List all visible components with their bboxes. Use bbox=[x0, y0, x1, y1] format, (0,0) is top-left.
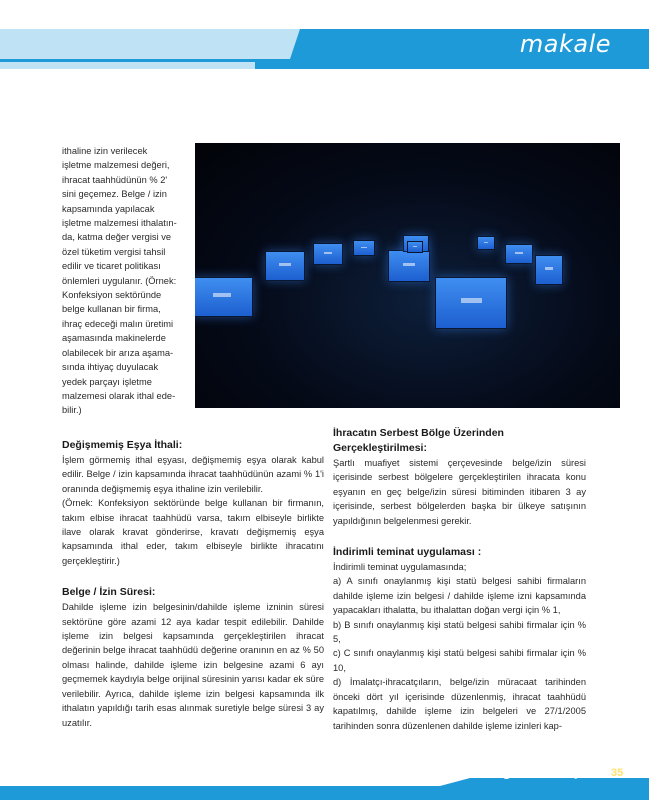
wrap-line: aşamasında makinelerde bbox=[62, 333, 166, 344]
paragraph: İşlem görmemiş ithal eşyası, değişmemiş eşya olarak kabul edilir. Belge / izin kapsamında ihracat taahhüdünün azami % 1'i oranında değişmemiş eşya ithaline izin verilebilir. bbox=[62, 455, 324, 494]
wrap-line: işletme malzemesi ithalatın- bbox=[62, 218, 177, 229]
monitor-screen bbox=[195, 277, 253, 317]
wrap-line: bilir.) bbox=[62, 405, 82, 416]
section-heading: Gerçekleştirilmesi: bbox=[333, 442, 427, 454]
wrap-line: işletme malzemesi değeri, bbox=[62, 160, 170, 171]
wrap-line: önlemleri uygulanır. (Örnek: bbox=[62, 275, 177, 286]
monitor-screen bbox=[477, 236, 495, 250]
monitor-screen bbox=[505, 244, 533, 264]
paragraph: a) A sınıfı onaylanmış kişi statü belgesi sahibi firmaların dahilde işleme izin belgesi / dahilde işleme izni kapsamında yapacakları ithalatta, bu ithalattan doğan vergi için % 1, bbox=[333, 576, 586, 616]
wrap-line: Konfeksiyon sektöründe bbox=[62, 290, 162, 301]
wrap-line: olabilecek bir arıza aşama- bbox=[62, 347, 174, 358]
section-heading: İndirimli teminat uygulaması : bbox=[333, 546, 482, 559]
paragraph: d) İmalatçı-ihracatçıların, belge/izin müracaat tarihinden önceki dört yıl içerisinde düzenlenmiş, ihracat taahhüdü kapatılmış, dahilde işleme izin belgeleri ve 27/1/2005 tarihinden sonra düzenlenen dahilde işleme izinleri kap- bbox=[333, 677, 586, 731]
wrap-line: özel tüketim vergisi tahsil bbox=[62, 246, 166, 257]
monitor-screen bbox=[313, 243, 343, 265]
wrap-line: da, katma değer vergisi ve bbox=[62, 232, 172, 243]
wrap-line: edilir ve ticaret politikası bbox=[62, 261, 161, 272]
paragraph: (Örnek: Konfeksiyon sektöründe belge kullanan bir firmanın, takım elbise ihracat taahhüdü varsa, takım elbiseyle birlikte ilave olarak kravat gönderirse, kravatı değişmemiş eşya kapsamında ithal eder, takım elbiseyle birlikte ihracatını gerçekleştirir.) bbox=[62, 498, 324, 566]
monitor-screen bbox=[535, 255, 563, 285]
wrap-line: sini geçemez. Belge / izin bbox=[62, 189, 167, 200]
paragraph: c) C sınıfı onaylanmış kişi statü belgesi sahibi firmalar için % 10, bbox=[333, 648, 586, 673]
footer-brand-bold: gümrük bbox=[504, 767, 552, 780]
wrap-line: belge kullanan bir firma, bbox=[62, 304, 161, 315]
wrap-line: malzemesi olarak ithal ede- bbox=[62, 390, 176, 401]
section-title: makale bbox=[519, 30, 611, 58]
monitor-screen bbox=[388, 250, 430, 282]
monitor-screen bbox=[353, 240, 375, 256]
left-column bbox=[62, 438, 324, 730]
wrap-line: kapsamında yapılacak bbox=[62, 203, 155, 214]
section-heading: İhracatın Serbest Bölge Üzerinden bbox=[333, 427, 504, 439]
right-column bbox=[333, 426, 586, 733]
paragraph: İndirimli teminat uygulamasında; bbox=[333, 562, 467, 573]
footer-brand-rest: müşaviri bbox=[551, 767, 603, 780]
article-photo-monitors bbox=[195, 143, 620, 408]
monitor-screen bbox=[407, 241, 423, 253]
wrap-line: ihracat taahhüdünün % 2' bbox=[62, 174, 168, 185]
section-heading: Belge / İzin Süresi: bbox=[62, 586, 156, 599]
monitor-screen bbox=[265, 251, 305, 281]
paragraph: Dahilde işleme izin belgesinin/dahilde işleme izninin süresi sektörüne göre azami 12 aya kadar tespit edilebilir. Dahilde işleme izin belgesi kapsamında gerçekleştirilen ihracat değerinin belge ihracat taahhüdü değerine oranının en az % 50 olması halinde, dahilde işleme izin belgesine azami 6 ayı geçmemek kaydıyla belge orijinal süresinin yarısı kadar ek süre verilebilir. Ayrıca, dahilde işleme izin belgesi kapsamında ilk ithalatın yapıldığı tarih esas alınmak suretiyle belge süresi 3 ay uzatılır. bbox=[62, 602, 324, 728]
wrap-line: yedek parçayı işletme bbox=[62, 376, 152, 387]
page-number: 35 bbox=[611, 767, 624, 779]
wrap-line: sında ihtiyaç duyulacak bbox=[62, 362, 159, 373]
wrap-line: ihraç edeceği malın üretimi bbox=[62, 318, 174, 329]
footer-brand bbox=[504, 767, 603, 780]
monitor-screen bbox=[435, 277, 507, 329]
wrap-text-column bbox=[62, 144, 191, 418]
paragraph: b) B sınıfı onaylanmış kişi statü belgesi sahibi firmalar için % 5, bbox=[333, 619, 586, 645]
paragraph: Şartlı muafiyet sistemi çerçevesinde belge/izin süresi içerisinde serbest bölgelere gerçekleştirilen ihracata konu eşyanın en geç belge/izin süresi bitiminden itibaren 3 ay içerisinde, serbest bölgelerden başka bir ülkeye satışının yapıldığının belgelenmesi gerekir. bbox=[333, 458, 586, 526]
section-heading: Değişmemiş Eşya İthali: bbox=[62, 439, 183, 451]
footer-band bbox=[0, 778, 649, 800]
wrap-line: ithaline izin verilecek bbox=[62, 146, 148, 156]
